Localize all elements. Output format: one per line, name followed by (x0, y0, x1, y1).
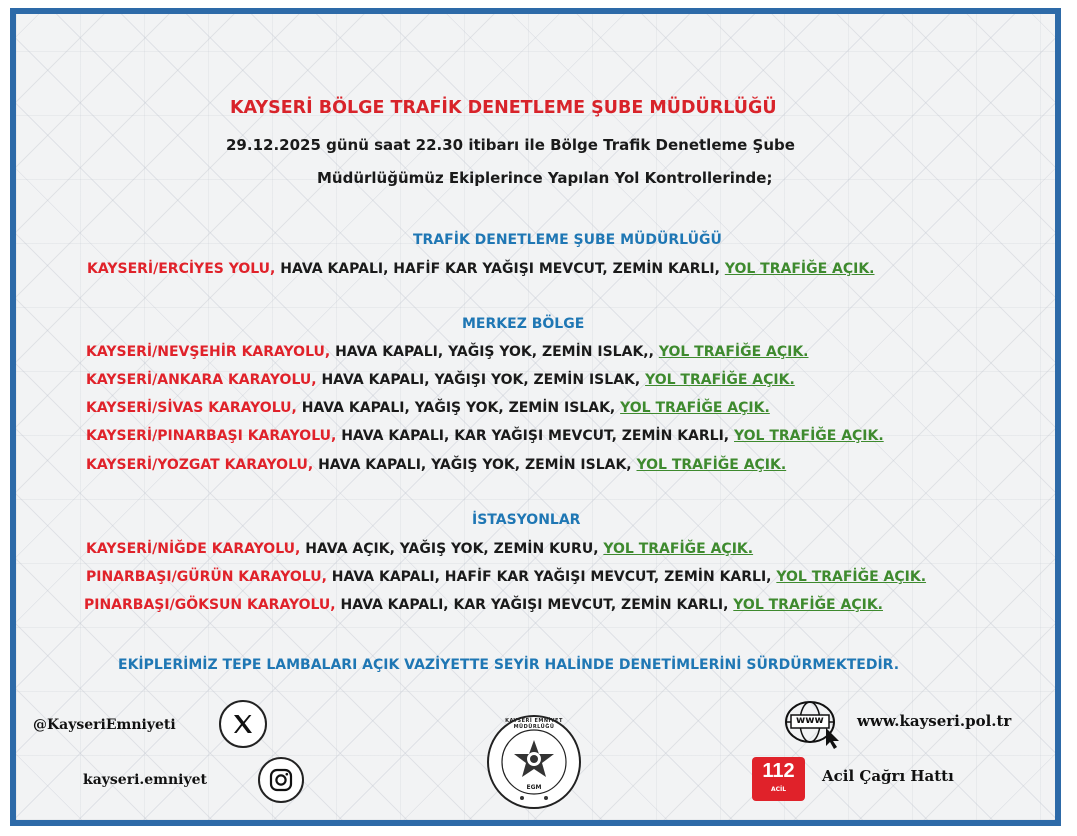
road-conditions: HAVA KAPALI, KAR YAĞIŞI MEVCUT, ZEMİN KARLI, (340, 597, 729, 613)
road-row (86, 569, 926, 585)
road-name: KAYSERİ/ERCİYES YOLU, (87, 261, 276, 277)
road-status: YOL TRAFİĞE AÇIK. (636, 457, 787, 473)
section-heading: TRAFİK DENETLEME ŞUBE MÜDÜRLÜĞÜ (413, 232, 722, 248)
subtitle-line-1: 29.12.2025 günü saat 22.30 itibarı ile Bölge Trafik Denetleme Şube (226, 136, 795, 154)
road-status: YOL TRAFİĞE AÇIK. (603, 541, 754, 557)
road-status: YOL TRAFİĞE AÇIK. (734, 428, 884, 444)
police-emblem (486, 714, 582, 810)
road-row (84, 597, 883, 613)
road-row (87, 261, 875, 277)
road-status: YOL TRAFİĞE AÇIK. (733, 597, 883, 613)
emblem-text: KAYSERİ EMNİYET MÜDÜRLÜĞÜ (505, 718, 563, 730)
road-name: KAYSERİ/YOZGAT KARAYOLU, (86, 457, 314, 473)
road-conditions: HAVA KAPALI, HAFİF KAR YAĞIŞI MEVCUT, ZEMİN KARLI, (280, 261, 720, 277)
x-icon[interactable] (219, 700, 267, 748)
instagram-handle[interactable]: kayseri.emniyet (83, 772, 207, 788)
road-name: PINARBAŞI/GÖKSUN KARAYOLU, (84, 597, 336, 613)
road-conditions: HAVA KAPALI, YAĞIŞ YOK, ZEMİN ISLAK,, (335, 344, 654, 360)
road-name: PINARBAŞI/GÜRÜN KARAYOLU, (86, 569, 327, 585)
section-heading: MERKEZ BÖLGE (462, 316, 585, 332)
twitter-handle[interactable]: @KayseriEmniyeti (33, 717, 176, 733)
globe-icon[interactable] (782, 698, 846, 750)
road-conditions: HAVA KAPALI, YAĞIŞ YOK, ZEMİN ISLAK, (301, 400, 616, 416)
road-row (86, 541, 753, 557)
road-status: YOL TRAFİĞE AÇIK. (645, 372, 795, 388)
road-conditions: HAVA KAPALI, YAĞIŞ YOK, ZEMİN ISLAK, (318, 457, 632, 473)
road-conditions: HAVA KAPALI, YAĞIŞI YOK, ZEMİN ISLAK, (321, 372, 641, 388)
road-status: YOL TRAFİĞE AÇIK. (724, 261, 875, 277)
emergency-112-icon[interactable] (752, 757, 805, 801)
road-row (86, 344, 809, 360)
emblem-bottom: EGM (526, 784, 542, 791)
page-title: KAYSERİ BÖLGE TRAFİK DENETLEME ŞUBE MÜDÜRLÜĞÜ (230, 98, 777, 118)
web-icon-label: www (796, 715, 824, 726)
road-row (86, 372, 795, 388)
bulletin-frame (10, 8, 1061, 826)
website-link[interactable]: www.kayseri.pol.tr (857, 712, 1012, 730)
road-row (86, 428, 884, 444)
section-heading: İSTASYONLAR (472, 512, 581, 528)
road-name: KAYSERİ/PINARBAŞI KARAYOLU, (86, 428, 337, 444)
road-status: YOL TRAFİĞE AÇIK. (658, 344, 809, 360)
instagram-icon[interactable] (258, 757, 304, 803)
emergency-small: ACİL (770, 786, 787, 793)
road-conditions: HAVA KAPALI, KAR YAĞIŞI MEVCUT, ZEMİN KARLI, (341, 428, 730, 444)
road-status: YOL TRAFİĞE AÇIK. (776, 569, 927, 585)
instagram-glyph (268, 767, 294, 793)
x-glyph (231, 712, 255, 736)
road-name: KAYSERİ/NİĞDE KARAYOLU, (86, 541, 301, 557)
road-name: KAYSERİ/ANKARA KARAYOLU, (86, 372, 317, 388)
road-conditions: HAVA AÇIK, YAĞIŞ YOK, ZEMİN KURU, (305, 541, 599, 557)
emergency-label: Acil Çağrı Hattı (822, 767, 954, 785)
subtitle-line-2: Müdürlüğümüz Ekiplerince Yapılan Yol Kontrollerinde; (317, 169, 773, 187)
emergency-number: 112 (762, 760, 795, 782)
road-status: YOL TRAFİĞE AÇIK. (620, 400, 770, 416)
road-name: KAYSERİ/SİVAS KARAYOLU, (86, 400, 297, 416)
road-name: KAYSERİ/NEVŞEHİR KARAYOLU, (86, 344, 331, 360)
notice-text: EKİPLERİMİZ TEPE LAMBALARI AÇIK VAZİYETTE SEYİR HALİNDE DENETİMLERİNİ SÜRDÜRMEKTEDİR. (118, 657, 900, 673)
road-row (86, 457, 786, 473)
road-row (86, 400, 770, 416)
road-conditions: HAVA KAPALI, HAFİF KAR YAĞIŞI MEVCUT, ZEMİN KARLI, (331, 569, 772, 585)
